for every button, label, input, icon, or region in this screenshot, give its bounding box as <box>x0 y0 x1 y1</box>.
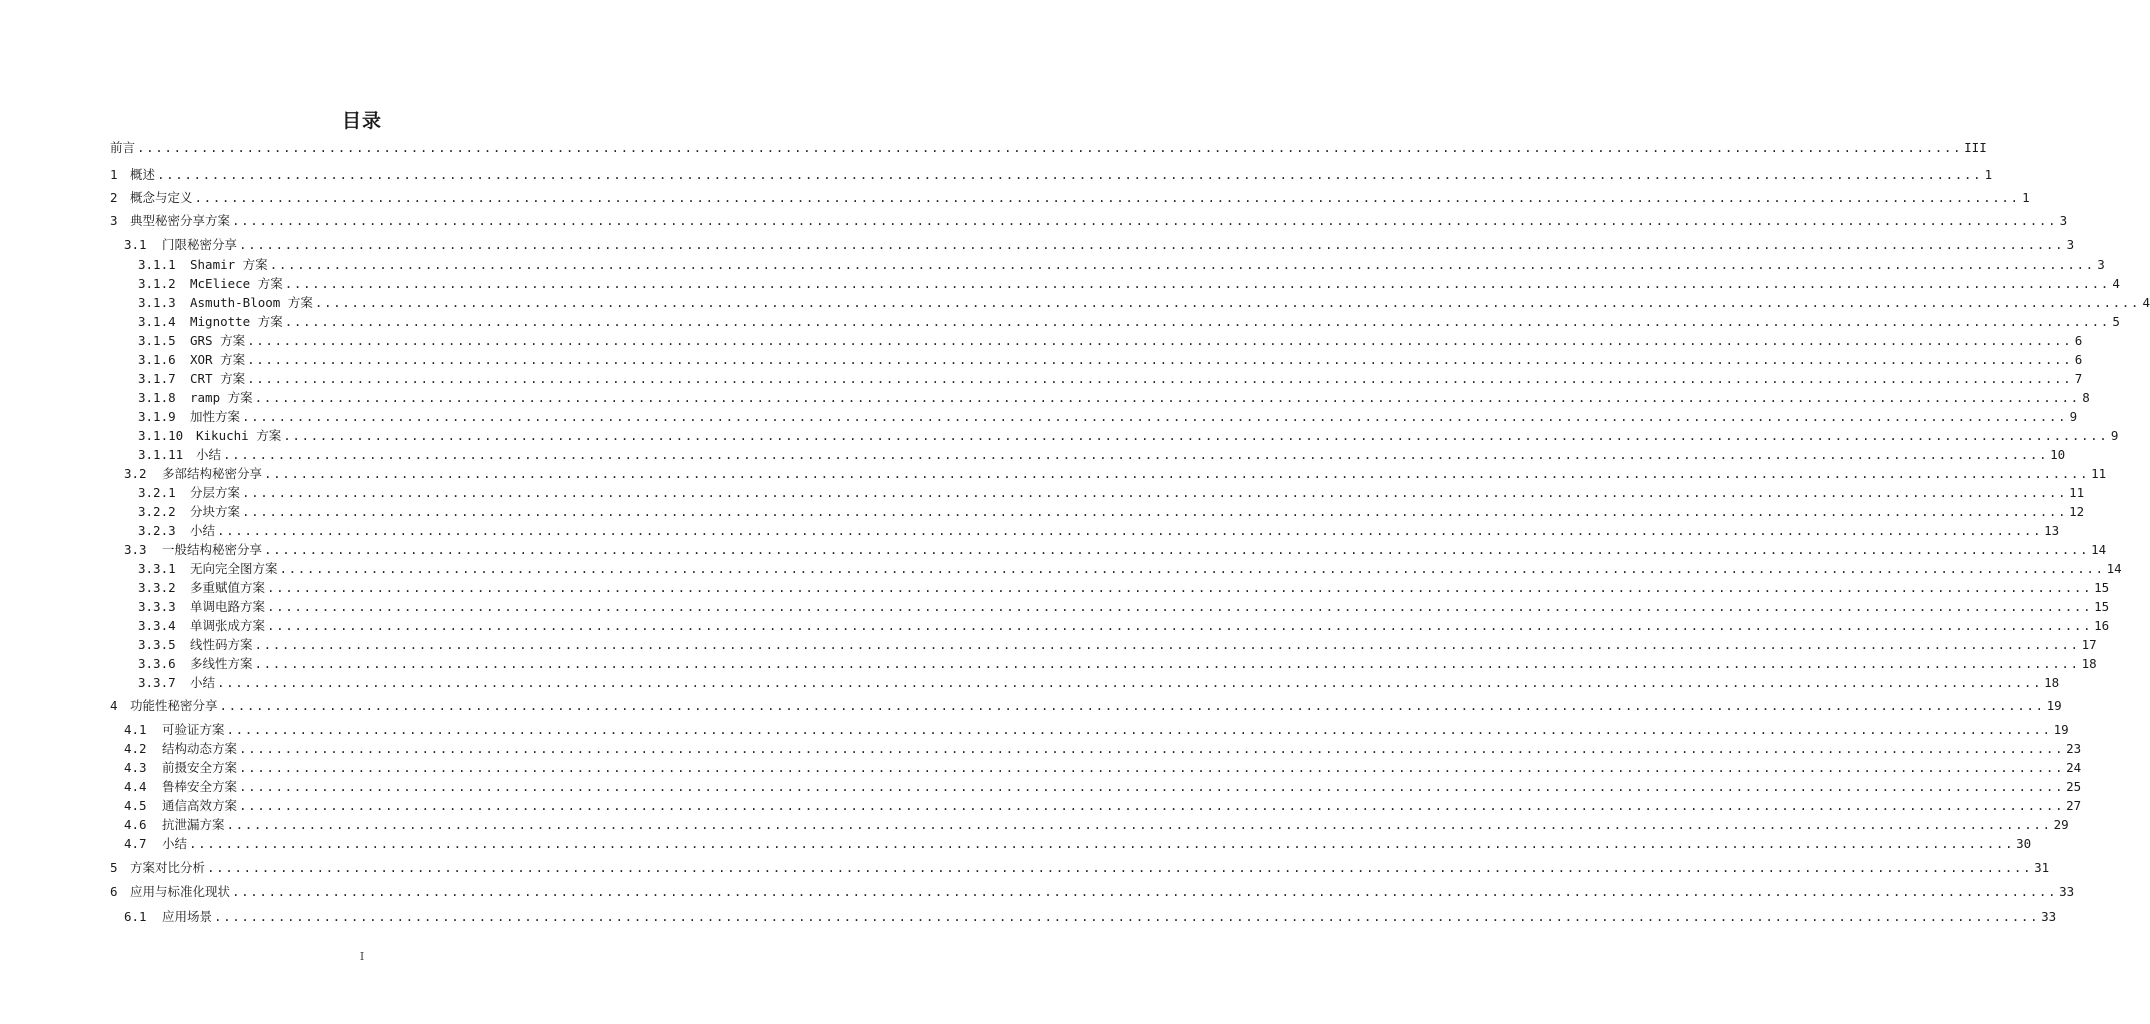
toc-title: 目录 <box>341 110 382 132</box>
toc-entry-number: 3.1.2 <box>138 276 176 291</box>
toc-entry-number: 3.1.3 <box>138 295 176 310</box>
toc-entry-page: 3 <box>2059 213 2068 228</box>
toc-entry-title: 无向完全图方案 <box>190 561 278 576</box>
dot-leader: ........................................................................................................................................................................................................ <box>314 295 2140 310</box>
toc-entry[interactable] <box>138 613 2110 633</box>
toc-entry-number: 3.1.6 <box>138 352 176 367</box>
toc-entry-number: 3.3.3 <box>138 599 176 614</box>
toc-entry-page: 4 <box>2142 295 2150 310</box>
toc-entry-title: 门限秘密分享 <box>162 237 238 252</box>
toc-entry-number: 3.1.10 <box>138 428 184 443</box>
dot-leader: ........................................................................................................................................................................................................ <box>157 167 1983 182</box>
toc-entry-title: 多部结构秘密分享 <box>162 466 263 481</box>
toc-entry-number: 3.2.3 <box>138 523 176 538</box>
toc-entry[interactable] <box>110 162 1993 182</box>
toc-entry-title: 典型秘密分享方案 <box>130 213 231 228</box>
toc-entry-number: 3.1.9 <box>138 409 176 424</box>
toc-entry-page: 4 <box>2112 276 2120 291</box>
toc-entry[interactable] <box>110 693 2062 713</box>
toc-entry-page: 9 <box>2110 428 2119 443</box>
dot-leader: ........................................................................................................................................................................................................ <box>279 561 2105 576</box>
toc-entry[interactable] <box>138 499 2085 519</box>
toc-entry[interactable] <box>138 442 2066 462</box>
dot-leader: ........................................................................................................................................................................................................ <box>264 466 2090 481</box>
dot-leader: ........................................................................................................................................................................................................ <box>247 371 2073 386</box>
toc-entry-page: 23 <box>2066 741 2082 756</box>
toc-entry-title: 概述 <box>130 167 156 182</box>
toc-entry-number: 3.1 <box>124 237 147 252</box>
toc-entry[interactable] <box>110 135 1987 155</box>
dot-leader: ........................................................................................................................................................................................................ <box>137 140 1963 155</box>
toc-entry-page: 25 <box>2066 779 2082 794</box>
toc-entry-title: Kikuchi 方案 <box>196 428 282 443</box>
toc-entry-title: 功能性秘密分享 <box>130 698 218 713</box>
toc-entry-page: 12 <box>2069 504 2085 519</box>
dot-leader: ........................................................................................................................................................................................................ <box>226 722 2052 737</box>
toc-entry[interactable] <box>124 755 2082 775</box>
toc-entry-number: 4 <box>110 698 118 713</box>
dot-leader: ........................................................................................................................................................................................................ <box>232 884 2058 899</box>
toc-entry-number: 3.3 <box>124 542 147 557</box>
toc-entry-number: 3 <box>110 213 118 228</box>
dot-leader: ........................................................................................................................................................................................................ <box>242 504 2068 519</box>
toc-entry-page: 6 <box>2074 333 2083 348</box>
toc-entry-page: 27 <box>2066 798 2082 813</box>
dot-leader: ........................................................................................................................................................................................................ <box>226 817 2052 832</box>
dot-leader: ........................................................................................................................................................................................................ <box>232 213 2058 228</box>
toc-entry-number: 4.4 <box>124 779 147 794</box>
toc-entry[interactable] <box>138 632 2097 652</box>
toc-entry-title: 应用场景 <box>162 909 213 924</box>
toc-entry-number: 6 <box>110 884 118 899</box>
toc-entry-title: 单调电路方案 <box>190 599 266 614</box>
toc-entry-number: 3.3.2 <box>138 580 176 595</box>
toc-entry[interactable] <box>138 328 2083 348</box>
toc-entry-title: 多线性方案 <box>190 656 253 671</box>
toc-entry-title: 抗泄漏方案 <box>162 817 225 832</box>
dot-leader: ........................................................................................................................................................................................................ <box>284 314 2110 329</box>
dot-leader: ........................................................................................................................................................................................................ <box>242 409 2068 424</box>
toc-entry-page: 3 <box>2097 257 2105 272</box>
toc-entry-title: Shamir 方案 <box>190 257 268 272</box>
toc-entry-number: 4.5 <box>124 798 147 813</box>
toc-entry[interactable] <box>124 831 2032 851</box>
toc-entry-title: 多重赋值方案 <box>190 580 266 595</box>
toc-entry-title: 小结 <box>190 523 216 538</box>
dot-leader: ........................................................................................................................................................................................................ <box>239 237 2065 252</box>
toc-entry-page: 10 <box>2050 447 2066 462</box>
toc-entry-page: 14 <box>2106 561 2122 576</box>
toc-entry-page: 5 <box>2112 314 2120 329</box>
toc-entry-page: 9 <box>2069 409 2078 424</box>
toc-entry-title: 前言 <box>110 140 136 155</box>
toc-entry-title: Asmuth-Bloom 方案 <box>190 295 313 310</box>
toc-entry-number: 4.2 <box>124 741 147 756</box>
toc-entry-title: CRT 方案 <box>190 371 246 386</box>
toc-entry-title: 可验证方案 <box>162 722 225 737</box>
dot-leader: ........................................................................................................................................................................................................ <box>239 779 2065 794</box>
toc-entry-number: 3.3.5 <box>138 637 176 652</box>
toc-entry[interactable] <box>138 670 2060 690</box>
toc-entry-page: 8 <box>2082 390 2090 405</box>
toc-entry-title: GRS 方案 <box>190 333 246 348</box>
dot-leader: ........................................................................................................................................................................................................ <box>239 741 2065 756</box>
toc-entry[interactable] <box>138 309 2120 329</box>
toc-entry-number: 3.1.4 <box>138 314 176 329</box>
dot-leader: ........................................................................................................................................................................................................ <box>219 698 2045 713</box>
toc-entry-number: 3.3.4 <box>138 618 176 633</box>
toc-entry[interactable] <box>138 366 2083 386</box>
toc-entry-page: 19 <box>2053 722 2069 737</box>
toc-entry-title: XOR 方案 <box>190 352 246 367</box>
toc-entry-page: 18 <box>2081 656 2097 671</box>
toc-entry-page: 1 <box>2022 190 2030 205</box>
toc-entry-page: 24 <box>2066 760 2082 775</box>
toc-entry-number: 3.1.7 <box>138 371 176 386</box>
toc-entry-title: ramp 方案 <box>190 390 253 405</box>
dot-leader: ........................................................................................................................................................................................................ <box>194 190 2020 205</box>
toc-entry-page: 31 <box>2034 860 2050 875</box>
dot-leader: ........................................................................................................................................................................................................ <box>267 599 2093 614</box>
dot-leader: ........................................................................................................................................................................................................ <box>214 909 2040 924</box>
toc-entry[interactable] <box>124 717 2069 737</box>
toc-entry[interactable] <box>124 736 2082 756</box>
toc-entry-title: 鲁棒安全方案 <box>162 779 238 794</box>
toc-entry-number: 3.1.1 <box>138 257 176 272</box>
toc-entry[interactable] <box>110 185 2030 205</box>
dot-leader: ........................................................................................................................................................................................................ <box>267 618 2093 633</box>
toc-entry-number: 6.1 <box>124 909 147 924</box>
toc-entry-title: 线性码方案 <box>190 637 253 652</box>
toc-entry[interactable] <box>124 904 2057 924</box>
toc-entry[interactable] <box>124 537 2107 557</box>
toc-entry-number: 3.1.8 <box>138 390 176 405</box>
toc-entry-number: 1 <box>110 167 118 182</box>
toc-entry-title: McEliece 方案 <box>190 276 283 291</box>
toc-entry-number: 4.6 <box>124 817 147 832</box>
toc-entry-page: 1 <box>1984 167 1993 182</box>
toc-entry[interactable] <box>124 461 2107 481</box>
toc-entry-page: III <box>1964 140 1987 155</box>
dot-leader: ........................................................................................................................................................................................................ <box>264 542 2090 557</box>
toc-entry-title: Mignotte 方案 <box>190 314 283 329</box>
toc-entry-title: 单调张成方案 <box>190 618 266 633</box>
dot-leader: ........................................................................................................................................................................................................ <box>254 390 2080 405</box>
toc-entry-page: 30 <box>2016 836 2032 851</box>
toc-entry-title: 小结 <box>162 836 188 851</box>
dot-leader: ........................................................................................................................................................................................................ <box>247 333 2073 348</box>
dot-leader: ........................................................................................................................................................................................................ <box>283 428 2109 443</box>
toc-entry-number: 3.2.1 <box>138 485 176 500</box>
toc-entry[interactable] <box>138 594 2110 614</box>
toc-entry-number: 3.3.7 <box>138 675 176 690</box>
toc-entry-number: 4.3 <box>124 760 147 775</box>
toc-entry-page: 16 <box>2094 618 2110 633</box>
dot-leader: ........................................................................................................................................................................................................ <box>223 447 2049 462</box>
toc-entry-number: 4.1 <box>124 722 147 737</box>
toc-entry-page: 15 <box>2094 580 2110 595</box>
toc-entry[interactable] <box>124 774 2082 794</box>
toc-entry[interactable] <box>138 480 2085 500</box>
toc-entry[interactable] <box>124 232 2075 252</box>
toc-entry[interactable] <box>138 347 2083 367</box>
toc-entry-number: 5 <box>110 860 118 875</box>
page-number: I <box>359 950 365 963</box>
dot-leader: ........................................................................................................................................................................................................ <box>189 836 2015 851</box>
toc-entry-page: 18 <box>2044 675 2060 690</box>
toc-entry[interactable] <box>124 793 2082 813</box>
toc-entry-page: 33 <box>2059 884 2075 899</box>
toc-entry-page: 29 <box>2053 817 2069 832</box>
toc-entry-title: 小结 <box>190 675 216 690</box>
dot-leader: ........................................................................................................................................................................................................ <box>217 523 2043 538</box>
toc-entry-page: 11 <box>2091 466 2107 481</box>
toc-entry-title: 一般结构秘密分享 <box>162 542 263 557</box>
toc-entry[interactable] <box>138 290 2150 310</box>
dot-leader: ........................................................................................................................................................................................................ <box>284 276 2110 291</box>
dot-leader: ........................................................................................................................................................................................................ <box>269 257 2095 272</box>
dot-leader: ........................................................................................................................................................................................................ <box>254 656 2080 671</box>
toc-entry-page: 13 <box>2044 523 2060 538</box>
toc-entry-number: 3.1.11 <box>138 447 184 462</box>
toc-entry-title: 应用与标准化现状 <box>130 884 231 899</box>
toc-entry-page: 14 <box>2091 542 2107 557</box>
dot-leader: ........................................................................................................................................................................................................ <box>239 798 2065 813</box>
dot-leader: ........................................................................................................................................................................................................ <box>217 675 2043 690</box>
toc-entry[interactable] <box>138 651 2097 671</box>
dot-leader: ........................................................................................................................................................................................................ <box>254 637 2080 652</box>
toc-entry[interactable] <box>138 271 2120 291</box>
toc-entry-page: 19 <box>2046 698 2062 713</box>
dot-leader: ........................................................................................................................................................................................................ <box>207 860 2033 875</box>
toc-entry-page: 17 <box>2081 637 2097 652</box>
toc-entry-page: 15 <box>2094 599 2110 614</box>
toc-entry[interactable] <box>138 385 2090 405</box>
toc-entry[interactable] <box>138 423 2119 443</box>
toc-entry-title: 分层方案 <box>190 485 241 500</box>
toc-entry-number: 2 <box>110 190 118 205</box>
toc-entry[interactable] <box>110 855 2050 875</box>
toc-entry-number: 3.2 <box>124 466 147 481</box>
toc-entry-title: 加性方案 <box>190 409 241 424</box>
toc-entry[interactable] <box>110 208 2068 228</box>
toc-entry-title: 概念与定义 <box>130 190 193 205</box>
toc-entry-page: 3 <box>2066 237 2075 252</box>
toc-entry-title: 前摄安全方案 <box>162 760 238 775</box>
toc-entry-title: 分块方案 <box>190 504 241 519</box>
toc-entry-title: 方案对比分析 <box>130 860 206 875</box>
toc-entry-number: 3.3.1 <box>138 561 176 576</box>
toc-entry[interactable] <box>110 879 2075 899</box>
toc-entry[interactable] <box>138 404 2078 424</box>
toc-entry-number: 3.3.6 <box>138 656 176 671</box>
toc-entry[interactable] <box>138 575 2110 595</box>
toc-entry-page: 33 <box>2041 909 2057 924</box>
toc-entry-title: 结构动态方案 <box>162 741 238 756</box>
toc-entry-page: 6 <box>2074 352 2083 367</box>
toc-entry-title: 通信高效方案 <box>162 798 238 813</box>
toc-entry[interactable] <box>124 812 2069 832</box>
toc-entry[interactable] <box>138 556 2122 576</box>
toc-entry[interactable] <box>138 518 2060 538</box>
toc-entry-number: 3.1.5 <box>138 333 176 348</box>
dot-leader: ........................................................................................................................................................................................................ <box>247 352 2073 367</box>
dot-leader: ........................................................................................................................................................................................................ <box>239 760 2065 775</box>
toc-entry-page: 7 <box>2074 371 2083 386</box>
toc-entry-number: 3.2.2 <box>138 504 176 519</box>
dot-leader: ........................................................................................................................................................................................................ <box>242 485 2068 500</box>
toc-entry[interactable] <box>138 252 2105 272</box>
toc-entry-title: 小结 <box>196 447 222 462</box>
dot-leader: ........................................................................................................................................................................................................ <box>267 580 2093 595</box>
toc-entry-number: 4.7 <box>124 836 147 851</box>
toc-entry-page: 11 <box>2069 485 2085 500</box>
